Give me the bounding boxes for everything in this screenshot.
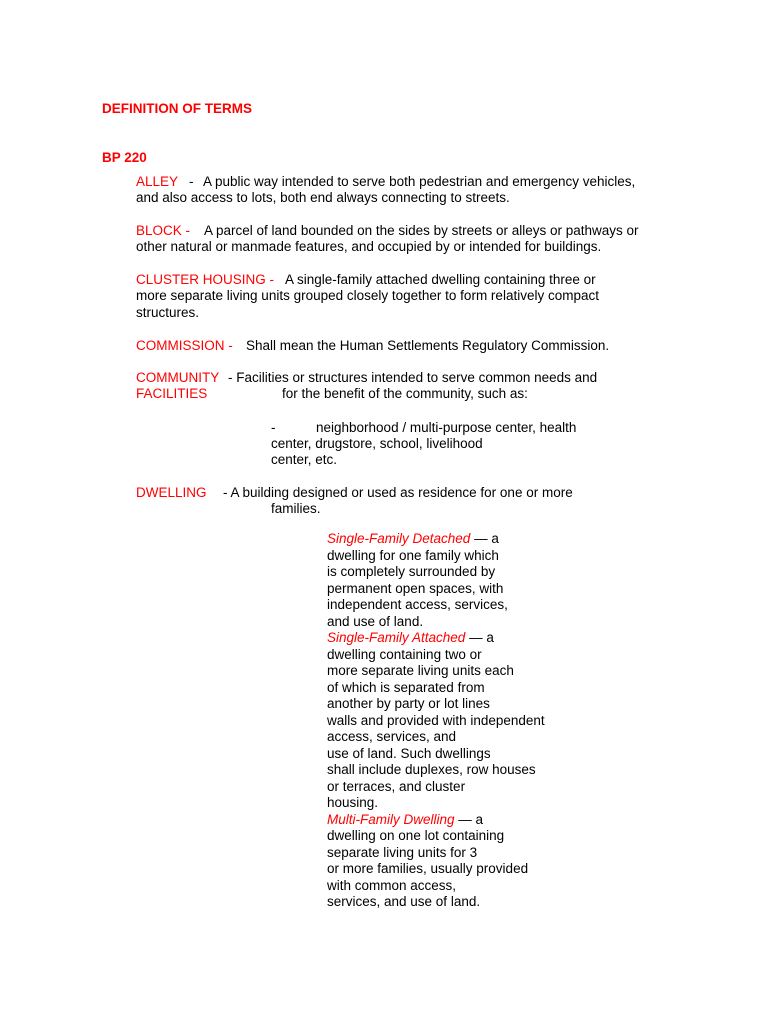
bullet-dash: - <box>271 420 276 435</box>
section-heading: BP 220 <box>102 150 147 165</box>
dwelling-type-line: access, services, and <box>327 729 457 744</box>
term-label: FACILITIES <box>136 386 208 401</box>
dwelling-type-line: another by party or lot lines <box>327 696 490 711</box>
term-label: DWELLING <box>136 485 207 500</box>
dwelling-type-multi-family <box>327 812 545 911</box>
dwelling-type-line: is completely surrounded by <box>327 564 496 579</box>
dwelling-type-dash: — a <box>454 811 484 827</box>
term-label: COMMUNITY <box>136 370 220 385</box>
document-title: DEFINITION OF TERMS <box>102 101 252 116</box>
dwelling-type-dash: — a <box>470 531 499 546</box>
dwelling-type-single-family-attached <box>327 630 545 812</box>
dwelling-type-line: dwelling for one family which <box>327 547 499 563</box>
dwelling-type-dash: — a <box>465 630 494 645</box>
dwelling-type-name: Single-Family Attached <box>327 630 466 645</box>
bullet-line: neighborhood / multi-purpose center, health <box>316 420 577 435</box>
dwelling-type-line: walls and provided with independent <box>327 712 545 728</box>
bullet-line: center, drugstore, school, livelihood <box>271 436 483 451</box>
dwelling-type-line: and use of land. <box>327 613 424 629</box>
dwelling-type-line: permanent open spaces, with <box>327 580 504 596</box>
definition-line: A public way intended to serve both pedestrian and emergency vehicles, <box>203 174 636 189</box>
dwelling-type-line: services, and use of land. <box>327 894 481 909</box>
dwelling-type-line: of which is separated from <box>327 679 485 695</box>
term-separator: - <box>189 174 194 189</box>
dwelling-type-line: dwelling on one lot containing <box>327 828 505 843</box>
dwelling-type-line: use of land. Such dwellings <box>327 745 491 761</box>
dwelling-type-line: with common access, <box>327 877 457 893</box>
term-label: ALLEY <box>136 174 179 189</box>
definition-line: structures. <box>136 305 200 320</box>
dwelling-type-line: more separate living units each <box>327 663 514 678</box>
definition-line: Shall mean the Human Settlements Regulatory Commission. <box>246 338 610 353</box>
term-label: COMMISSION - <box>136 338 233 353</box>
dwelling-type-line: shall include duplexes, row houses <box>327 762 536 777</box>
dwelling-type-heading <box>327 531 545 548</box>
dwelling-type-line: independent access, services, <box>327 597 508 612</box>
dwelling-type-heading <box>327 812 545 829</box>
dwelling-type-line: or terraces, and cluster <box>327 778 466 794</box>
dwelling-type-line: separate living units for 3 <box>327 844 478 860</box>
dwelling-type-line: housing. <box>327 795 379 810</box>
dwelling-type-name: Multi-Family Dwelling <box>327 811 455 827</box>
term-label: CLUSTER HOUSING - <box>136 272 275 287</box>
term-label: BLOCK - <box>136 223 191 238</box>
definition-line: other natural or manmade features, and occupied by or intended for buildings. <box>136 239 602 254</box>
dwelling-type-line: or more families, usually provided <box>327 861 529 876</box>
bullet-line: center, etc. <box>271 452 338 467</box>
dwelling-type-name: Single-Family Detached <box>327 531 471 546</box>
definition-line: - Facilities or structures intended to serve common needs and <box>228 370 598 385</box>
dwelling-type-heading <box>327 630 545 647</box>
definition-line: for the benefit of the community, such as: <box>282 386 528 401</box>
dwelling-type-line: dwelling containing two or <box>327 646 482 662</box>
definition-line: and also access to lots, both end always connecting to streets. <box>136 190 510 205</box>
definition-line: - A building designed or used as residence for one or more <box>223 485 573 500</box>
definition-line: A parcel of land bounded on the sides by streets or alleys or pathways or <box>204 223 639 238</box>
dwelling-type-single-family-detached <box>327 531 545 630</box>
definition-line: families. <box>271 501 321 516</box>
dwelling-types-list <box>327 531 545 911</box>
definition-line: more separate living units grouped closely together to form relatively compact <box>136 288 599 303</box>
definition-line: A single-family attached dwelling containing three or <box>285 272 596 287</box>
